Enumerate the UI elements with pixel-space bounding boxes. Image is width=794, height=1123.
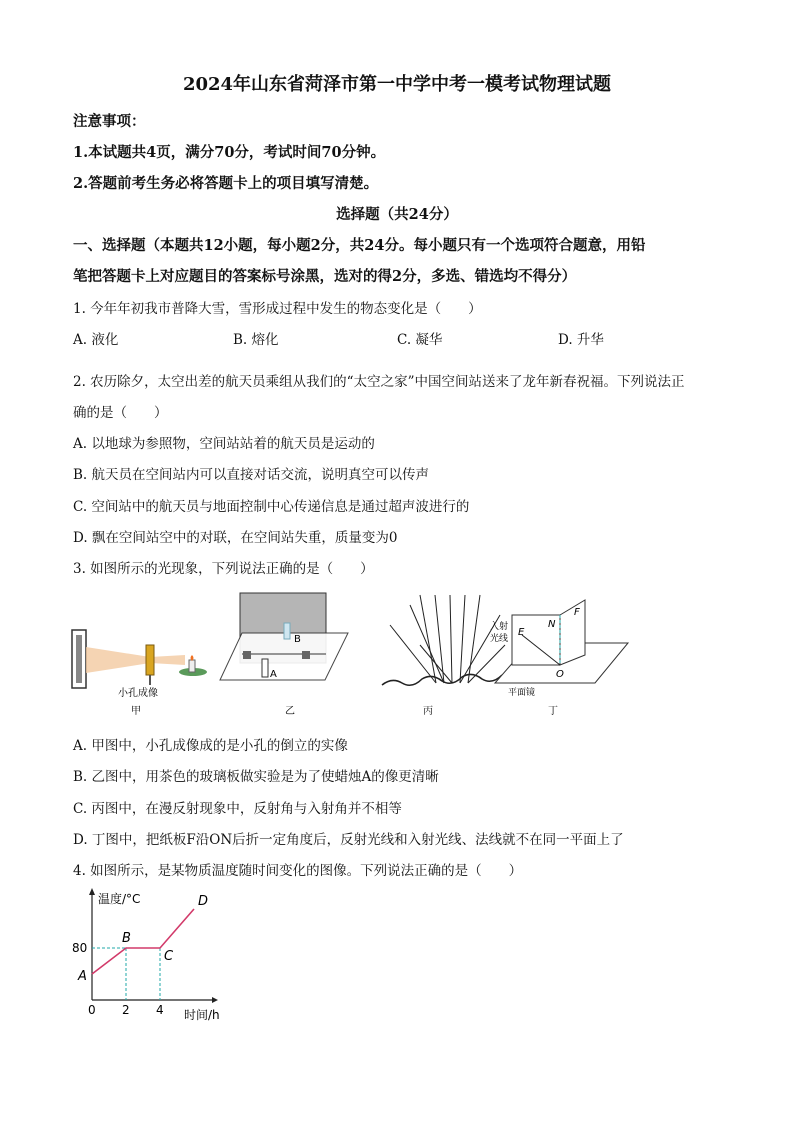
figure-yi-caption: 乙 bbox=[285, 706, 295, 717]
option: A. 以地球为参照物，空间站站着的航天员是运动的 bbox=[73, 436, 375, 452]
question-stem: 1. 今年年初我市普降大雪，雪形成过程中发生的物态变化是（ ） bbox=[73, 301, 482, 317]
question-stem: 2. 农历除夕，太空出差的航天员乘组从我们的“太空之家”中国空间站送来了龙年新春祝福。下列说法正 bbox=[73, 374, 685, 390]
option: C. 凝华 bbox=[397, 332, 443, 348]
point-label: A bbox=[78, 969, 87, 984]
question-stem: 3. 如图所示的光现象，下列说法正确的是（ ） bbox=[73, 561, 374, 577]
page-title: 2024年山东省菏泽市第一中学中考一模考试物理试题 bbox=[182, 74, 612, 95]
option: D. 飘在空间站空中的对联，在空间站失重，质量变为0 bbox=[73, 530, 398, 546]
y-axis-label: 温度/°C bbox=[98, 892, 141, 906]
section-title: 选择题（共24分） bbox=[336, 206, 458, 223]
point-label: B bbox=[122, 931, 131, 946]
point-label: C bbox=[164, 949, 174, 964]
option: A. 液化 bbox=[73, 332, 119, 348]
figure-ding-e: E bbox=[518, 627, 525, 638]
option: B. 乙图中，用茶色的玻璃板做实验是为了使蜡烛A的像更清晰 bbox=[73, 769, 439, 785]
section-instruction: 一、选择题（本题共12小题，每小题2分，共24分。每小题只有一个选项符合题意，用铅 bbox=[73, 237, 646, 254]
point-label: D bbox=[198, 894, 209, 909]
figure-yi-label-b: B bbox=[294, 634, 301, 645]
option: D. 升华 bbox=[558, 332, 604, 348]
option: D. 丁图中，把纸板F沿ON后折一定角度后，反射光线和入射光线、法线就不在同一平面上了 bbox=[73, 832, 624, 848]
option: C. 空间站中的航天员与地面控制中心传递信息是通过超声波进行的 bbox=[73, 499, 470, 515]
x-axis-label: 时间/h bbox=[184, 1008, 220, 1022]
y-axis-arrow bbox=[89, 888, 95, 895]
figure-jia-label: 小孔成像 bbox=[118, 688, 158, 699]
question-stem: 确的是（ ） bbox=[73, 405, 168, 421]
y-tick-label: 80 bbox=[72, 941, 88, 955]
x-tick-label: 4 bbox=[156, 1003, 164, 1017]
figure-ding-in: 入射 bbox=[490, 622, 509, 632]
figure-yi bbox=[220, 593, 348, 717]
option: C. 丙图中，在漫反射现象中，反射角与入射角并不相等 bbox=[73, 801, 402, 817]
series-line bbox=[92, 909, 194, 974]
x-tick-label: 0 bbox=[88, 1003, 96, 1017]
figure-bing-caption: 丙 bbox=[423, 706, 433, 717]
x-axis-arrow bbox=[212, 997, 218, 1003]
figure-jia bbox=[72, 630, 207, 717]
x-tick-label: 2 bbox=[122, 1003, 130, 1017]
notice-item: 2.答题前考生务必将答题卡上的项目填写清楚。 bbox=[73, 175, 379, 192]
figure-bing bbox=[382, 595, 505, 717]
figure-yi-label-a: A bbox=[270, 669, 277, 680]
section-instruction: 笔把答题卡上对应题目的答案标号涂黑，选对的得2分，多选、错选均不得分） bbox=[73, 268, 577, 285]
figure-ding-mirror: 平面镜 bbox=[508, 688, 536, 698]
figure-jia-caption: 甲 bbox=[131, 706, 141, 717]
figure-ding-f: F bbox=[574, 607, 580, 618]
figure-ding-o: O bbox=[556, 669, 564, 680]
option: B. 航天员在空间站内可以直接对话交流，说明真空可以传声 bbox=[73, 467, 430, 483]
notice-item: 1.本试题共4页，满分70分，考试时间70分钟。 bbox=[73, 144, 386, 161]
option: A. 甲图中，小孔成像成的是小孔的倒立的实像 bbox=[73, 738, 348, 754]
figure-ding-in2: 光线 bbox=[490, 634, 509, 644]
temperature-time-chart bbox=[72, 885, 242, 1025]
figure-ding-n: N bbox=[548, 619, 556, 630]
question-stem: 4. 如图所示，是某物质温度随时间变化的图像。下列说法正确的是（ ） bbox=[73, 863, 523, 879]
figure-ding-caption: 丁 bbox=[548, 706, 558, 717]
option: B. 熔化 bbox=[233, 332, 279, 348]
optics-figures bbox=[60, 585, 700, 720]
figure-ding bbox=[490, 600, 628, 717]
notice-heading: 注意事项： bbox=[73, 113, 146, 130]
